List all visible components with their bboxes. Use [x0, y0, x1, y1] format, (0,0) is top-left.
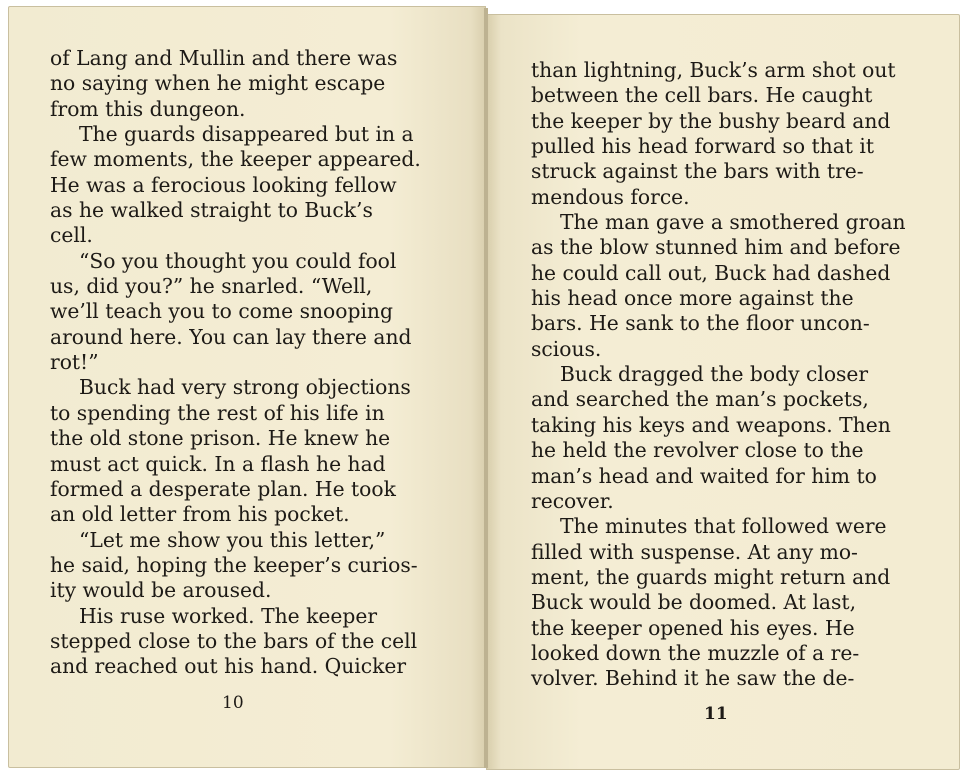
text-line: the keeper by the bushy beard and: [531, 108, 891, 133]
text-line: his head once more against the: [531, 286, 854, 311]
text-line: Buck dragged the body closer: [560, 362, 869, 387]
text-line: volver. Behind it he saw the de-: [531, 666, 855, 691]
text-line: He was a ferocious looking fellow: [50, 172, 397, 197]
text-line: struck against the bars with tre-: [531, 159, 864, 184]
text-line: around here. You can lay there and: [50, 324, 412, 349]
text-line: of Lang and Mullin and there was: [50, 46, 398, 70]
text-line: formed a desperate plan. He took: [50, 476, 396, 501]
text-line: between the cell bars. He caught: [531, 83, 873, 108]
text-line: cell.: [50, 223, 93, 248]
text-line: to spending the rest of his life in: [50, 400, 385, 425]
text-line: he could call out, Buck had dashed: [531, 260, 891, 285]
text-line: ity would be aroused.: [50, 578, 272, 603]
text-line: an old letter from his pocket.: [50, 502, 350, 527]
text-line: as he walked straight to Buck’s: [50, 198, 373, 223]
text-line: than lightning, Buck’s arm shot out: [531, 58, 896, 82]
text-line: the keeper opened his eyes. He: [531, 615, 855, 640]
text-line: us, did you?” he snarled. “Well,: [50, 274, 373, 299]
text-line: and reached out his hand. Quicker: [50, 654, 407, 679]
book-gutter: [484, 8, 488, 768]
text-line: Buck would be doomed. At last,: [531, 590, 857, 615]
page-number-left: 10: [222, 693, 244, 713]
text-line: looked down the muzzle of a re-: [531, 640, 860, 665]
text-line: The man gave a smothered groan: [560, 210, 906, 235]
text-line: pulled his head forward so that it: [531, 134, 875, 159]
right-page-text: [531, 58, 906, 692]
text-line: bars. He sank to the floor uncon-: [531, 311, 870, 336]
text-line: Buck had very strong objections: [79, 375, 411, 400]
text-line: no saying when he might escape: [50, 71, 386, 96]
text-line: must act quick. In a flash he had: [50, 451, 386, 476]
text-line: rot!”: [50, 350, 99, 375]
text-line: His ruse worked. The keeper: [79, 603, 378, 628]
text-line: as the blow stunned him and before: [531, 235, 901, 260]
text-line: the old stone prison. He knew he: [50, 426, 391, 451]
text-line: taking his keys and weapons. Then: [531, 412, 891, 437]
text-line: stepped close to the bars of the cell: [50, 628, 418, 653]
text-line: recover.: [531, 488, 614, 513]
text-line: The minutes that followed were: [560, 514, 887, 539]
text-line: The guards disappeared but in a: [79, 122, 414, 147]
text-line: filled with suspense. At any mo-: [531, 539, 858, 564]
page-number-right: 11: [704, 704, 728, 724]
text-line: ment, the guards might return and: [531, 564, 891, 589]
left-page-text: [50, 46, 424, 680]
text-line: scious.: [531, 336, 602, 361]
text-line: “So you thought you could fool: [79, 248, 397, 273]
text-line: we’ll teach you to come snooping: [50, 299, 393, 324]
text-line: few moments, the keeper appeared.: [50, 147, 421, 172]
text-line: he said, hoping the keeper’s curios-: [50, 552, 418, 577]
text-line: he held the revolver close to the: [531, 438, 864, 463]
text-line: man’s head and waited for him to: [531, 463, 877, 488]
text-line: from this dungeon.: [50, 96, 246, 121]
text-line: mendous force.: [531, 184, 690, 209]
text-line: and searched the man’s pockets,: [531, 387, 869, 412]
text-line: “Let me show you this letter,”: [79, 527, 386, 552]
